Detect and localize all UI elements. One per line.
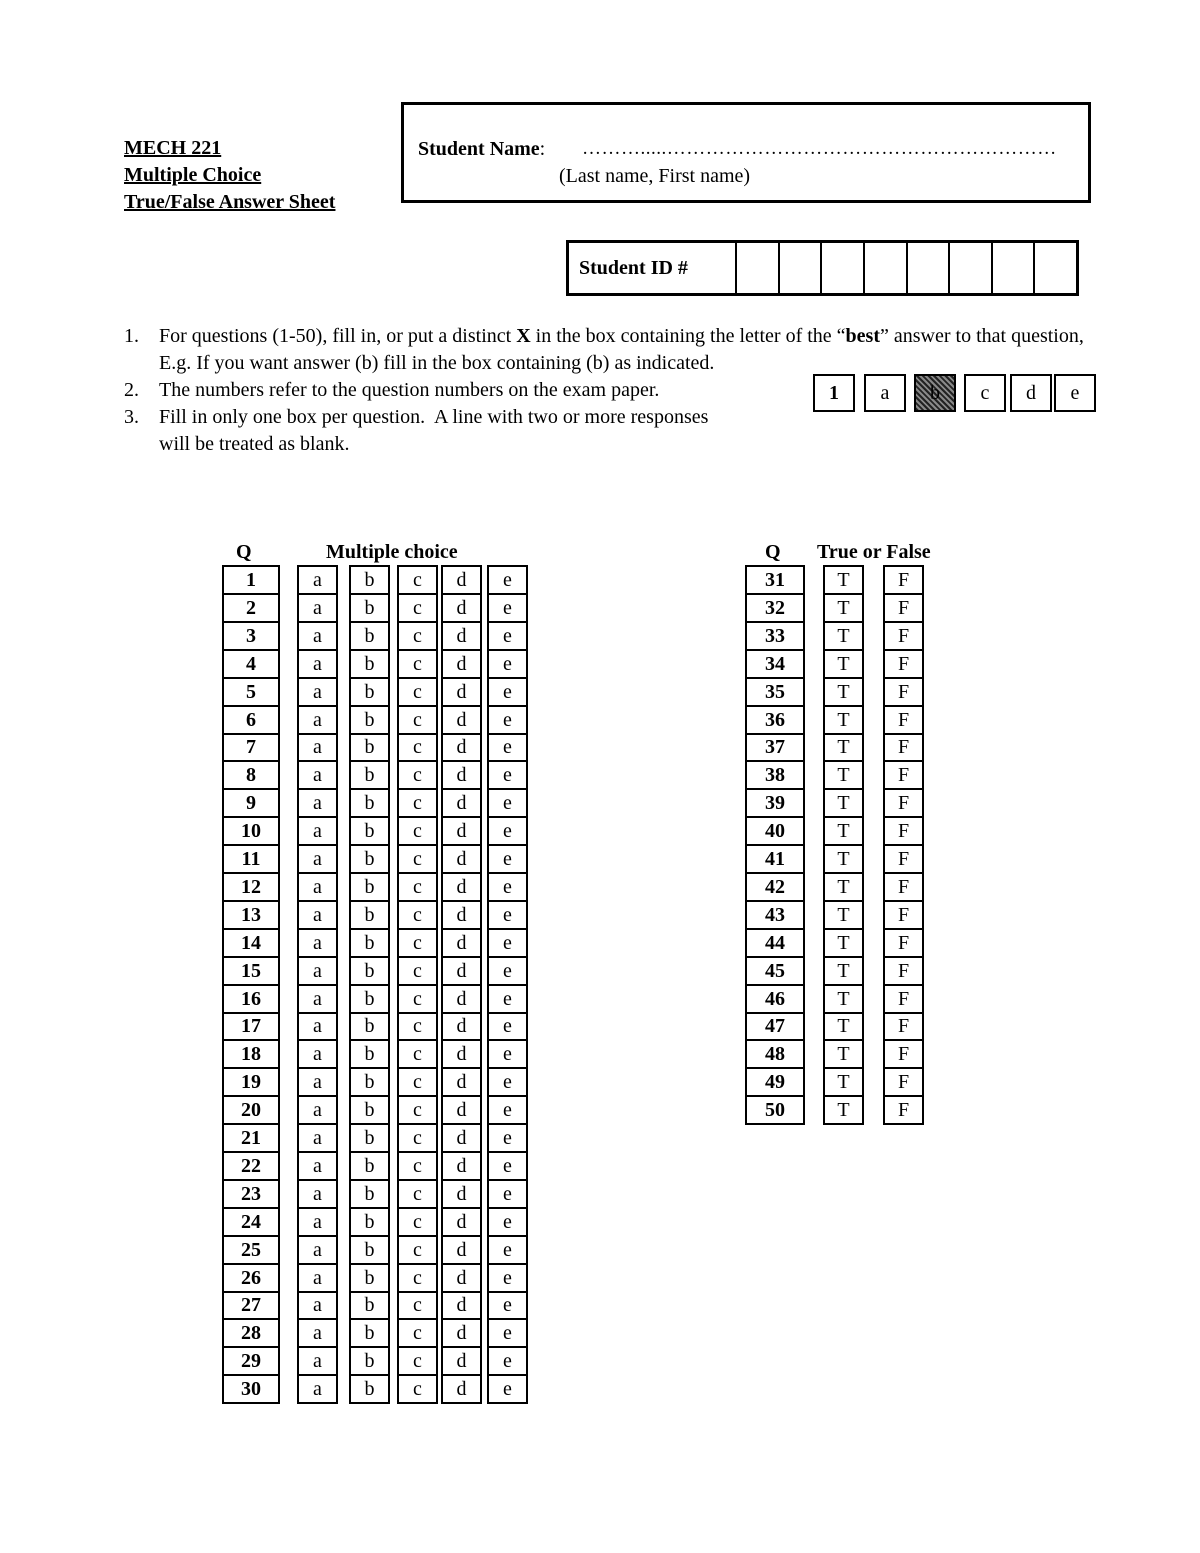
- mc-option-column-b: [349, 565, 390, 1404]
- instruction-number: 3.: [124, 406, 139, 428]
- mc-answer-box[interactable]: d: [443, 958, 480, 986]
- mc-answer-box[interactable]: d: [443, 1292, 480, 1320]
- mc-answer-box[interactable]: a: [299, 1125, 336, 1153]
- mc-answer-box[interactable]: e: [489, 1181, 526, 1209]
- mc-answer-box[interactable]: d: [443, 1041, 480, 1069]
- tf-answer-box[interactable]: F: [885, 707, 922, 735]
- tf-option-column-T: [823, 565, 864, 1125]
- mc-answer-box[interactable]: b: [351, 874, 388, 902]
- mc-answer-box[interactable]: a: [299, 818, 336, 846]
- instruction-item: [124, 323, 1104, 377]
- mc-answer-box[interactable]: d: [443, 679, 480, 707]
- mc-answer-box[interactable]: c: [399, 595, 436, 623]
- tf-answer-box[interactable]: F: [885, 986, 922, 1014]
- mc-answer-box[interactable]: e: [489, 902, 526, 930]
- mc-answer-box[interactable]: a: [299, 679, 336, 707]
- mc-answer-box[interactable]: b: [351, 707, 388, 735]
- mc-option-column-a: [297, 565, 338, 1404]
- tf-answer-box[interactable]: T: [825, 679, 862, 707]
- mc-answer-box[interactable]: c: [399, 1013, 436, 1041]
- tf-answer-box[interactable]: T: [825, 902, 862, 930]
- tf-answer-box[interactable]: F: [885, 790, 922, 818]
- mc-answer-box[interactable]: c: [399, 707, 436, 735]
- sheet-title: True/False Answer Sheet: [124, 191, 336, 213]
- mc-answer-box[interactable]: e: [489, 734, 526, 762]
- course-code: MECH 221: [124, 137, 222, 159]
- mc-answer-box[interactable]: d: [456, 1378, 467, 1400]
- mc-answer-box[interactable]: b: [351, 651, 388, 679]
- mc-answer-box[interactable]: e: [489, 1292, 526, 1320]
- tf-question-number: 49: [747, 1069, 803, 1097]
- tf-answer-box[interactable]: T: [825, 623, 862, 651]
- mc-answer-box[interactable]: c: [399, 1348, 436, 1376]
- mc-answer-box[interactable]: a: [299, 707, 336, 735]
- mc-answer-box[interactable]: b: [351, 902, 388, 930]
- tf-answer-box[interactable]: F: [885, 1041, 922, 1069]
- tf-answer-box[interactable]: F: [885, 958, 922, 986]
- student-id-digit-box[interactable]: [780, 243, 823, 293]
- tf-answer-box[interactable]: T: [825, 790, 862, 818]
- mc-answer-box[interactable]: c: [399, 1237, 436, 1265]
- mc-question-number: 13: [224, 902, 278, 930]
- mc-answer-box[interactable]: a: [299, 651, 336, 679]
- mc-answer-box[interactable]: d: [443, 902, 480, 930]
- mc-answer-box[interactable]: b: [351, 1097, 388, 1125]
- mc-answer-box[interactable]: a: [299, 1153, 336, 1181]
- tf-question-number: 50: [765, 1099, 785, 1121]
- mc-answer-box[interactable]: d: [443, 790, 480, 818]
- mc-answer-box[interactable]: c: [399, 567, 436, 595]
- mc-answer-box[interactable]: c: [399, 874, 436, 902]
- mc-answer-box[interactable]: e: [489, 874, 526, 902]
- tf-answer-box[interactable]: T: [825, 818, 862, 846]
- mc-answer-box[interactable]: a: [299, 790, 336, 818]
- student-name-box[interactable]: [401, 102, 1091, 203]
- mc-answer-box[interactable]: e: [489, 1097, 526, 1125]
- mc-answer-box[interactable]: a: [299, 1320, 336, 1348]
- mc-answer-box[interactable]: a: [313, 1378, 322, 1400]
- instruction-text: Fill in only one box per question. A line with two or more responses will be treated as blank.: [159, 406, 709, 455]
- mc-question-number: 24: [224, 1209, 278, 1237]
- mc-question-number: 18: [224, 1041, 278, 1069]
- mc-answer-box[interactable]: a: [299, 986, 336, 1014]
- mc-answer-box[interactable]: e: [489, 679, 526, 707]
- mc-answer-box[interactable]: e: [489, 762, 526, 790]
- mc-answer-box[interactable]: b: [364, 1378, 375, 1400]
- mc-answer-box[interactable]: e: [489, 1237, 526, 1265]
- tf-question-number: 34: [747, 651, 803, 679]
- mc-answer-box[interactable]: a: [299, 1265, 336, 1293]
- mc-answer-box[interactable]: b: [351, 1125, 388, 1153]
- mc-question-number: 15: [224, 958, 278, 986]
- mc-answer-box[interactable]: b: [351, 1041, 388, 1069]
- mc-answer-box[interactable]: e: [489, 623, 526, 651]
- mc-answer-box[interactable]: a: [299, 1013, 336, 1041]
- student-id-table: [566, 240, 1079, 296]
- mc-question-number: 20: [224, 1097, 278, 1125]
- mc-answer-box[interactable]: b: [351, 958, 388, 986]
- tf-answer-box[interactable]: T: [825, 734, 862, 762]
- instruction-number: 1.: [124, 325, 139, 347]
- mc-question-number: 5: [224, 679, 278, 707]
- mc-answer-box[interactable]: c: [399, 790, 436, 818]
- mc-answer-box[interactable]: b: [351, 986, 388, 1014]
- student-id-digit-box[interactable]: [993, 243, 1036, 293]
- mc-answer-box[interactable]: b: [351, 679, 388, 707]
- mc-question-number: 26: [224, 1265, 278, 1293]
- mc-question-number: 16: [224, 986, 278, 1014]
- mc-answer-box[interactable]: b: [351, 1348, 388, 1376]
- example-option-a: a: [864, 374, 906, 412]
- mc-answer-box[interactable]: b: [351, 595, 388, 623]
- mc-answer-box[interactable]: c: [399, 1209, 436, 1237]
- tf-question-number: 37: [747, 734, 803, 762]
- mc-question-number: 11: [224, 846, 278, 874]
- tf-answer-box[interactable]: F: [885, 1013, 922, 1041]
- mc-answer-box[interactable]: c: [399, 1069, 436, 1097]
- mc-answer-box[interactable]: e: [489, 1013, 526, 1041]
- mc-answer-box[interactable]: d: [443, 986, 480, 1014]
- tf-answer-box[interactable]: T: [825, 874, 862, 902]
- mc-answer-box[interactable]: e: [489, 790, 526, 818]
- mc-option-column-d: [441, 565, 482, 1404]
- example-answer-row: [813, 374, 1095, 412]
- example-option-e: e: [1054, 374, 1096, 412]
- tf-answer-box[interactable]: T: [825, 762, 862, 790]
- exam-type: Multiple Choice: [124, 164, 262, 186]
- mc-answer-box[interactable]: c: [399, 902, 436, 930]
- mc-answer-box[interactable]: b: [351, 1292, 388, 1320]
- example-option-d: d: [1010, 374, 1052, 412]
- mc-question-number: 4: [224, 651, 278, 679]
- mc-question-number: 19: [224, 1069, 278, 1097]
- tf-answer-box[interactable]: T: [825, 1013, 862, 1041]
- tf-question-number: 36: [747, 707, 803, 735]
- tf-question-number: 39: [747, 790, 803, 818]
- mc-answer-box[interactable]: b: [351, 1320, 388, 1348]
- tf-answer-box[interactable]: F: [885, 1069, 922, 1097]
- example-option-b: b: [914, 374, 956, 412]
- tf-answer-box[interactable]: F: [885, 902, 922, 930]
- student-name-hint: (Last name, First name): [559, 165, 751, 187]
- tf-answer-box[interactable]: F: [885, 818, 922, 846]
- mc-answer-box[interactable]: b: [351, 1013, 388, 1041]
- tf-answer-box[interactable]: F: [885, 930, 922, 958]
- mc-question-number: 7: [224, 734, 278, 762]
- mc-answer-box[interactable]: b: [351, 734, 388, 762]
- mc-answer-box[interactable]: c: [399, 986, 436, 1014]
- mc-answer-box[interactable]: a: [299, 1292, 336, 1320]
- mc-answer-box[interactable]: a: [299, 1181, 336, 1209]
- mc-answer-box[interactable]: c: [399, 958, 436, 986]
- mc-answer-box[interactable]: e: [489, 986, 526, 1014]
- mc-answer-box[interactable]: e: [489, 1153, 526, 1181]
- tf-question-number: 38: [747, 762, 803, 790]
- mc-question-number: 17: [224, 1013, 278, 1041]
- mc-question-number: 10: [224, 818, 278, 846]
- mc-q-header: Q: [236, 541, 252, 563]
- tf-question-column: [745, 565, 805, 1125]
- mc-answer-box[interactable]: a: [299, 874, 336, 902]
- mc-answer-box[interactable]: e: [489, 707, 526, 735]
- mc-answer-box[interactable]: c: [399, 1041, 436, 1069]
- mc-answer-box[interactable]: b: [351, 818, 388, 846]
- tf-question-number: 40: [747, 818, 803, 846]
- mc-question-number: 28: [224, 1320, 278, 1348]
- instruction-item: [124, 377, 799, 404]
- tf-answer-box[interactable]: F: [885, 874, 922, 902]
- mc-answer-box[interactable]: d: [443, 1097, 480, 1125]
- tf-question-number: 35: [747, 679, 803, 707]
- tf-answer-box[interactable]: T: [825, 1069, 862, 1097]
- mc-answer-box[interactable]: e: [503, 1378, 512, 1400]
- mc-answer-box[interactable]: d: [443, 762, 480, 790]
- mc-answer-box[interactable]: d: [443, 1265, 480, 1293]
- mc-answer-box[interactable]: c: [399, 1097, 436, 1125]
- student-id-digit-box[interactable]: [1035, 243, 1076, 293]
- mc-answer-box[interactable]: a: [299, 902, 336, 930]
- tf-answer-box[interactable]: T: [825, 1041, 862, 1069]
- mc-answer-box[interactable]: d: [443, 707, 480, 735]
- mc-answer-box[interactable]: a: [299, 1348, 336, 1376]
- mc-question-number: 29: [224, 1348, 278, 1376]
- tf-answer-box[interactable]: F: [897, 1099, 910, 1121]
- instruction-number: 2.: [124, 379, 139, 401]
- mc-answer-box[interactable]: a: [299, 762, 336, 790]
- mc-answer-box[interactable]: d: [443, 1153, 480, 1181]
- mc-answer-box[interactable]: b: [351, 762, 388, 790]
- mc-question-number: 3: [224, 623, 278, 651]
- mc-answer-box[interactable]: b: [351, 1209, 388, 1237]
- tf-option-column-F: [883, 565, 924, 1125]
- mc-answer-box[interactable]: e: [489, 595, 526, 623]
- mc-answer-box[interactable]: d: [443, 874, 480, 902]
- tf-question-number: 31: [747, 567, 803, 595]
- mc-answer-box[interactable]: d: [443, 651, 480, 679]
- tf-answer-box[interactable]: T: [837, 1099, 850, 1121]
- tf-answer-box[interactable]: T: [825, 595, 862, 623]
- mc-question-number: 12: [224, 874, 278, 902]
- tf-question-number: 41: [747, 846, 803, 874]
- example-question-number: 1: [813, 374, 855, 412]
- tf-answer-box[interactable]: T: [825, 846, 862, 874]
- tf-question-number: 44: [747, 930, 803, 958]
- tf-answer-box[interactable]: F: [885, 651, 922, 679]
- mc-answer-box[interactable]: c: [399, 679, 436, 707]
- mc-answer-box[interactable]: a: [299, 846, 336, 874]
- tf-answer-box[interactable]: F: [885, 623, 922, 651]
- mc-answer-box[interactable]: d: [443, 818, 480, 846]
- tf-answer-box[interactable]: T: [825, 986, 862, 1014]
- mc-answer-box[interactable]: b: [351, 1237, 388, 1265]
- mc-answer-box[interactable]: e: [489, 1209, 526, 1237]
- mc-answer-box[interactable]: d: [443, 1125, 480, 1153]
- mc-question-number: 22: [224, 1153, 278, 1181]
- mc-question-number: 9: [224, 790, 278, 818]
- mc-answer-box[interactable]: e: [489, 818, 526, 846]
- student-id-digit-box[interactable]: [950, 243, 993, 293]
- mc-answer-box[interactable]: d: [443, 567, 480, 595]
- tf-question-number: 48: [747, 1041, 803, 1069]
- mc-answer-box[interactable]: b: [351, 846, 388, 874]
- mc-answer-box[interactable]: d: [443, 595, 480, 623]
- tf-answer-box[interactable]: F: [885, 734, 922, 762]
- mc-answer-box[interactable]: b: [351, 1153, 388, 1181]
- mc-answer-box[interactable]: c: [399, 846, 436, 874]
- tf-question-number: 42: [747, 874, 803, 902]
- tf-answer-box[interactable]: F: [885, 567, 922, 595]
- tf-answer-box[interactable]: T: [825, 567, 862, 595]
- mc-answer-box[interactable]: c: [399, 930, 436, 958]
- mc-answer-box[interactable]: a: [299, 1097, 336, 1125]
- mc-answer-box[interactable]: c: [399, 1181, 436, 1209]
- tf-answer-box[interactable]: F: [885, 679, 922, 707]
- mc-question-number: 2: [224, 595, 278, 623]
- mc-question-number: 14: [224, 930, 278, 958]
- mc-title: Multiple choice: [326, 541, 458, 563]
- mc-answer-box[interactable]: e: [489, 846, 526, 874]
- mc-answer-box[interactable]: d: [443, 623, 480, 651]
- mc-answer-box[interactable]: c: [399, 734, 436, 762]
- mc-question-number: 8: [224, 762, 278, 790]
- mc-answer-box[interactable]: a: [299, 734, 336, 762]
- mc-answer-box[interactable]: a: [299, 1237, 336, 1265]
- mc-answer-box[interactable]: a: [299, 958, 336, 986]
- student-id-digit-box[interactable]: [908, 243, 951, 293]
- instruction-item: [124, 404, 719, 458]
- example-option-c: c: [964, 374, 1006, 412]
- mc-answer-box[interactable]: b: [351, 790, 388, 818]
- mc-answer-box[interactable]: d: [443, 930, 480, 958]
- mc-answer-box[interactable]: c: [399, 762, 436, 790]
- tf-answer-box[interactable]: T: [825, 707, 862, 735]
- mc-answer-box[interactable]: e: [489, 1348, 526, 1376]
- mc-answer-box[interactable]: b: [351, 1265, 388, 1293]
- mc-answer-box[interactable]: c: [413, 1378, 422, 1400]
- mc-answer-box[interactable]: c: [399, 1125, 436, 1153]
- mc-answer-box[interactable]: d: [443, 1013, 480, 1041]
- mc-answer-box[interactable]: c: [399, 1320, 436, 1348]
- mc-answer-box[interactable]: d: [443, 846, 480, 874]
- mc-answer-box[interactable]: b: [351, 1181, 388, 1209]
- mc-answer-box[interactable]: d: [443, 1069, 480, 1097]
- mc-question-number: 30: [241, 1378, 261, 1400]
- tf-answer-box[interactable]: T: [825, 651, 862, 679]
- tf-answer-box[interactable]: F: [885, 595, 922, 623]
- mc-answer-box[interactable]: b: [351, 567, 388, 595]
- instruction-text: The numbers refer to the question numbers on the exam paper.: [159, 379, 660, 401]
- mc-option-column-e: [487, 565, 528, 1404]
- mc-answer-box[interactable]: e: [489, 930, 526, 958]
- instruction-text: For questions (1-50), fill in, or put a distinct X in the box containing the letter of the “best” answer to that question, E.g. If you want answer (b) fill in the box containing (b) as indicated.: [159, 325, 1084, 374]
- tf-question-number: 46: [747, 986, 803, 1014]
- mc-answer-box[interactable]: c: [399, 1292, 436, 1320]
- mc-answer-box[interactable]: b: [351, 930, 388, 958]
- tf-question-number: 45: [747, 958, 803, 986]
- mc-answer-box[interactable]: a: [299, 595, 336, 623]
- mc-question-number: 21: [224, 1125, 278, 1153]
- mc-answer-box[interactable]: d: [443, 1181, 480, 1209]
- mc-answer-box[interactable]: c: [399, 818, 436, 846]
- student-id-label: Student ID #: [569, 243, 737, 293]
- tf-answer-box[interactable]: T: [825, 930, 862, 958]
- tf-question-number: 43: [747, 902, 803, 930]
- mc-answer-box[interactable]: d: [443, 1320, 480, 1348]
- mc-answer-box[interactable]: d: [443, 734, 480, 762]
- student-name-label: Student Name:: [418, 138, 546, 160]
- student-id-cells: [737, 243, 1076, 293]
- mc-question-number: 23: [224, 1181, 278, 1209]
- mc-answer-box[interactable]: e: [489, 1069, 526, 1097]
- tf-q-header: Q: [765, 541, 781, 563]
- mc-answer-box[interactable]: a: [299, 1041, 336, 1069]
- mc-option-column-c: [397, 565, 438, 1404]
- mc-answer-box[interactable]: c: [399, 651, 436, 679]
- mc-answer-box[interactable]: e: [489, 1125, 526, 1153]
- student-id-digit-box[interactable]: [737, 243, 780, 293]
- mc-answer-box[interactable]: b: [351, 623, 388, 651]
- mc-answer-box[interactable]: e: [489, 1265, 526, 1293]
- mc-question-number: 25: [224, 1237, 278, 1265]
- mc-answer-box[interactable]: a: [299, 623, 336, 651]
- tf-answer-box[interactable]: F: [885, 846, 922, 874]
- mc-answer-box[interactable]: e: [489, 651, 526, 679]
- mc-answer-box[interactable]: a: [299, 567, 336, 595]
- mc-answer-box[interactable]: d: [443, 1348, 480, 1376]
- mc-answer-box[interactable]: a: [299, 1209, 336, 1237]
- mc-answer-box[interactable]: a: [299, 930, 336, 958]
- mc-answer-box[interactable]: d: [443, 1209, 480, 1237]
- student-name-field[interactable]: ……….....……………………………………………………: [582, 138, 1057, 159]
- mc-question-number: 1: [224, 567, 278, 595]
- mc-question-column: [222, 565, 280, 1404]
- mc-answer-box[interactable]: a: [299, 1069, 336, 1097]
- mc-question-number: 27: [224, 1292, 278, 1320]
- mc-answer-box[interactable]: c: [399, 1265, 436, 1293]
- mc-answer-box[interactable]: c: [399, 623, 436, 651]
- student-id-digit-box[interactable]: [822, 243, 865, 293]
- student-id-digit-box[interactable]: [865, 243, 908, 293]
- mc-answer-box[interactable]: c: [399, 1153, 436, 1181]
- mc-answer-box[interactable]: e: [489, 1320, 526, 1348]
- mc-answer-box[interactable]: b: [351, 1069, 388, 1097]
- tf-question-number: 33: [747, 623, 803, 651]
- tf-answer-box[interactable]: F: [885, 762, 922, 790]
- mc-answer-box[interactable]: e: [489, 567, 526, 595]
- mc-answer-box[interactable]: e: [489, 958, 526, 986]
- tf-title: True or False: [817, 541, 931, 563]
- tf-question-number: 47: [747, 1013, 803, 1041]
- mc-answer-box[interactable]: d: [443, 1237, 480, 1265]
- mc-answer-box[interactable]: e: [489, 1041, 526, 1069]
- mc-question-number: 6: [224, 707, 278, 735]
- tf-question-number: 32: [747, 595, 803, 623]
- tf-answer-box[interactable]: T: [825, 958, 862, 986]
